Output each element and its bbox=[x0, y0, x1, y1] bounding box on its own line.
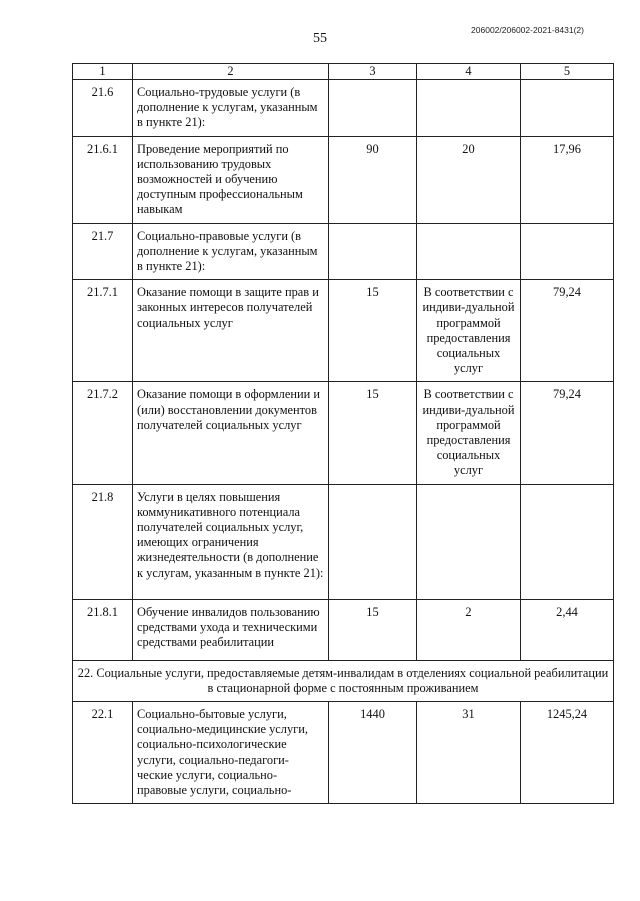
cell-col3: 1440 bbox=[329, 702, 417, 804]
service-name: Обучение инвалидов пользованию средствами ухода и техническими средствами реабилитации bbox=[133, 599, 329, 660]
service-name: Проведение мероприятий по использованию трудовых возможностей и обучению доступным профессиональным навыкам bbox=[133, 136, 329, 223]
service-name: Оказание помощи в оформлении и (или) восстановлении документов получателей социальных услуг bbox=[133, 382, 329, 484]
cell-col4: 31 bbox=[417, 702, 521, 804]
cell-col3: 90 bbox=[329, 136, 417, 223]
document-code: 206002/206002-2021-8431(2) bbox=[471, 25, 584, 35]
table-row bbox=[73, 599, 614, 660]
cell-col4: 20 bbox=[417, 136, 521, 223]
table-row bbox=[73, 136, 614, 223]
table-row bbox=[73, 223, 614, 280]
page-number: 55 bbox=[313, 31, 327, 46]
service-name: Социально-правовые услуги (в дополнение к услугам, указанным в пункте 21): bbox=[133, 223, 329, 280]
column-header: 5 bbox=[521, 64, 614, 80]
services-table bbox=[72, 63, 614, 804]
cell-col5: 2,44 bbox=[521, 599, 614, 660]
cell-col3 bbox=[329, 484, 417, 599]
row-number: 21.8.1 bbox=[73, 599, 133, 660]
row-number: 21.7 bbox=[73, 223, 133, 280]
table-row bbox=[73, 702, 614, 804]
cell-col4: В соответствии с индиви-дуальной программой предоставления социальных услуг bbox=[417, 280, 521, 382]
row-number: 21.6 bbox=[73, 80, 133, 137]
row-number: 21.8 bbox=[73, 484, 133, 599]
row-number: 22.1 bbox=[73, 702, 133, 804]
table-row bbox=[73, 80, 614, 137]
cell-col5: 79,24 bbox=[521, 382, 614, 484]
cell-col5: 1245,24 bbox=[521, 702, 614, 804]
cell-col3: 15 bbox=[329, 280, 417, 382]
cell-col5 bbox=[521, 484, 614, 599]
section-row bbox=[73, 660, 614, 701]
row-number: 21.6.1 bbox=[73, 136, 133, 223]
service-name: Социально-трудовые услуги (в дополнение к услугам, указанным в пункте 21): bbox=[133, 80, 329, 137]
cell-col5 bbox=[521, 80, 614, 137]
section-heading: 22. Социальные услуги, предоставляемые детям-инвалидам в отделениях социальной реабилитации в стационарной форме с постоянным проживанием bbox=[73, 660, 614, 701]
cell-col4: В соответствии с индиви-дуальной программой предоставления социальных услуг bbox=[417, 382, 521, 484]
cell-col5: 17,96 bbox=[521, 136, 614, 223]
service-name: Услуги в целях повышения коммуникативного потенциала получателей социальных услуг, имеющих ограничения жизнедеятельности (в дополнение к услугам, указанным в пункте 21): bbox=[133, 484, 329, 599]
column-header: 4 bbox=[417, 64, 521, 80]
table-row bbox=[73, 484, 614, 599]
cell-col4 bbox=[417, 80, 521, 137]
cell-col4 bbox=[417, 223, 521, 280]
cell-col3: 15 bbox=[329, 382, 417, 484]
row-number: 21.7.2 bbox=[73, 382, 133, 484]
column-header: 1 bbox=[73, 64, 133, 80]
table-row bbox=[73, 280, 614, 382]
column-header: 3 bbox=[329, 64, 417, 80]
table-row bbox=[73, 382, 614, 484]
row-number: 21.7.1 bbox=[73, 280, 133, 382]
service-name: Социально-бытовые услуги, социально-медицинские услуги, социально-психологические услуги, социально-педагоги-ческие услуги, социально-правовые услуги, социально- bbox=[133, 702, 329, 804]
cell-col3 bbox=[329, 223, 417, 280]
cell-col4: 2 bbox=[417, 599, 521, 660]
cell-col3: 15 bbox=[329, 599, 417, 660]
service-name: Оказание помощи в защите прав и законных интересов получателей социальных услуг bbox=[133, 280, 329, 382]
column-header-row bbox=[73, 64, 614, 80]
cell-col4 bbox=[417, 484, 521, 599]
cell-col5: 79,24 bbox=[521, 280, 614, 382]
column-header: 2 bbox=[133, 64, 329, 80]
cell-col3 bbox=[329, 80, 417, 137]
cell-col5 bbox=[521, 223, 614, 280]
